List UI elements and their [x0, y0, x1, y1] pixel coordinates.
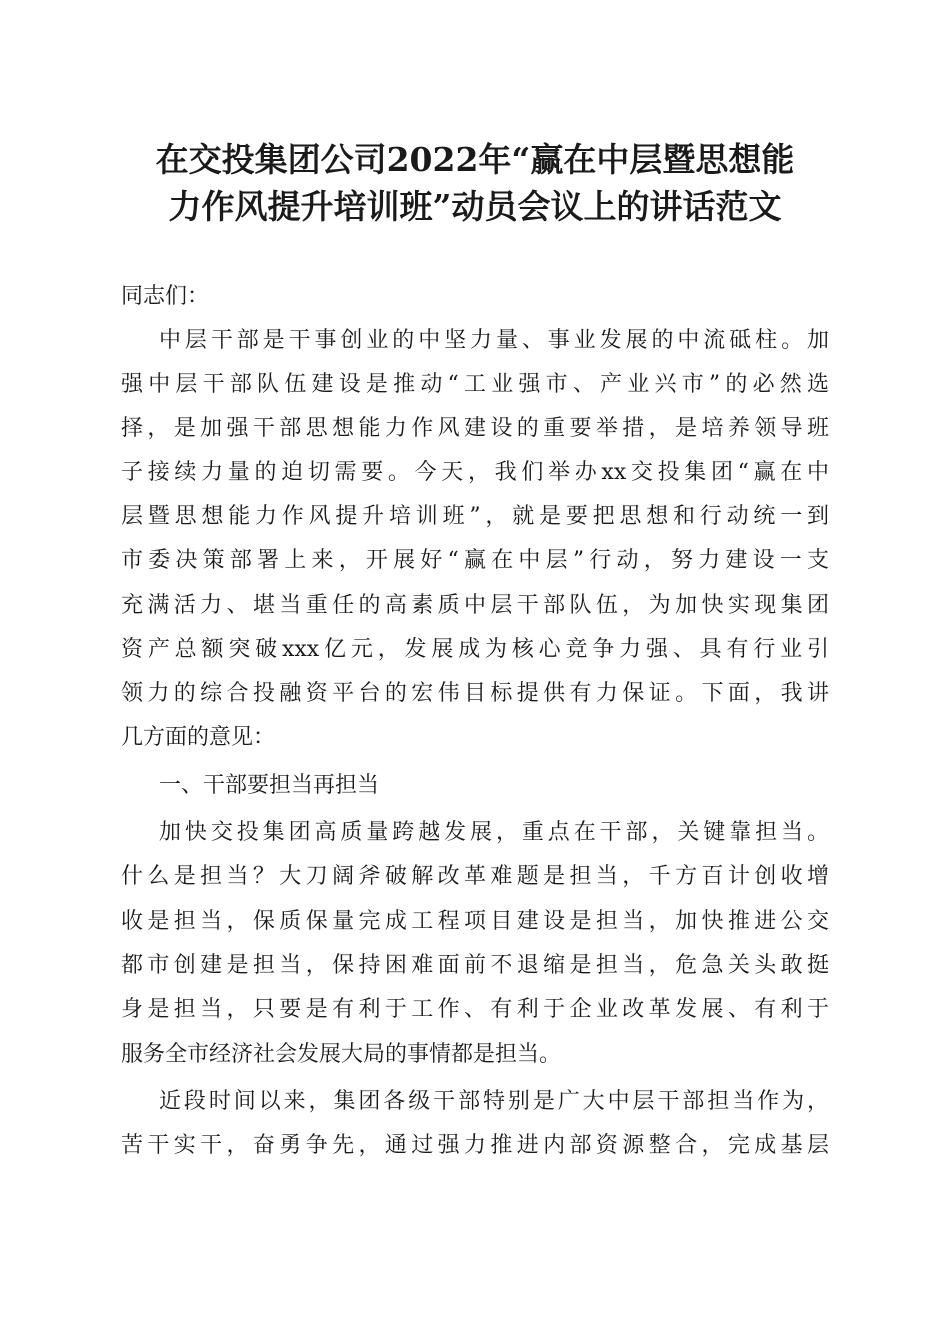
paragraph-2-line: 什么是担当？大刀阔斧破解改革难题是担当，千方百计创收增 [121, 864, 829, 889]
paragraph-1-line: 市委决策部署上来，开展好“赢在中层”行动，努力建设一支 [121, 548, 829, 573]
paragraph-2-line: 加快交投集团高质量跨越发展，重点在干部，关键靠担当。 [159, 820, 829, 845]
section-1-heading: 一、干部要担当再担当 [159, 773, 380, 798]
paragraph-1-line: 子接续力量的迫切需要。今天，我们举办xx交投集团“赢在中 [121, 460, 829, 485]
paragraph-2-line: 身是担当，只要是有利于工作、有利于企业改革发展、有利于 [121, 997, 829, 1022]
paragraph-2-line: 服务全市经济社会发展大局的事情都是担当。 [121, 1042, 562, 1067]
paragraph-1-line: 领力的综合投融资平台的宏伟目标提供有力保证。下面，我讲 [121, 681, 829, 706]
paragraph-3-line: 苦干实干，奋勇争先，通过强力推进内部资源整合，完成基层 [121, 1133, 829, 1158]
paragraph-2-line: 收是担当，保质保量完成工程项目建设是担当，加快推进公交 [121, 909, 829, 934]
paragraph-1-line: 充满活力、堪当重任的高素质中层干部队伍，为加快实现集团 [121, 593, 829, 618]
document-title-line-2: 力作风提升培训班”动员会议上的讲话范文 [168, 187, 782, 226]
paragraph-2-line: 都市创建是担当，保持困难面前不退缩是担当，危急关头敢挺 [121, 953, 829, 978]
paragraph-1-line: 几方面的意见： [121, 725, 276, 750]
paragraph-1-line: 择，是加强干部思想能力作风建设的重要举措，是培养领导班 [121, 416, 829, 441]
salutation: 同志们： [121, 284, 210, 309]
document-title-line-1: 在交投集团公司2022年“赢在中层暨思想能 [155, 140, 795, 179]
paragraph-1-line: 强中层干部队伍建设是推动“工业强市、产业兴市”的必然选 [121, 372, 829, 397]
paragraph-3-line: 近段时间以来，集团各级干部特别是广大中层干部担当作为， [159, 1089, 829, 1114]
paragraph-1-line: 资产总额突破xxx亿元，发展成为核心竞争力强、具有行业引 [121, 637, 829, 662]
paragraph-1-line: 层暨思想能力作风提升培训班”，就是要把思想和行动统一到 [121, 504, 829, 529]
paragraph-1-line: 中层干部是干事创业的中坚力量、事业发展的中流砥柱。加 [159, 328, 829, 353]
